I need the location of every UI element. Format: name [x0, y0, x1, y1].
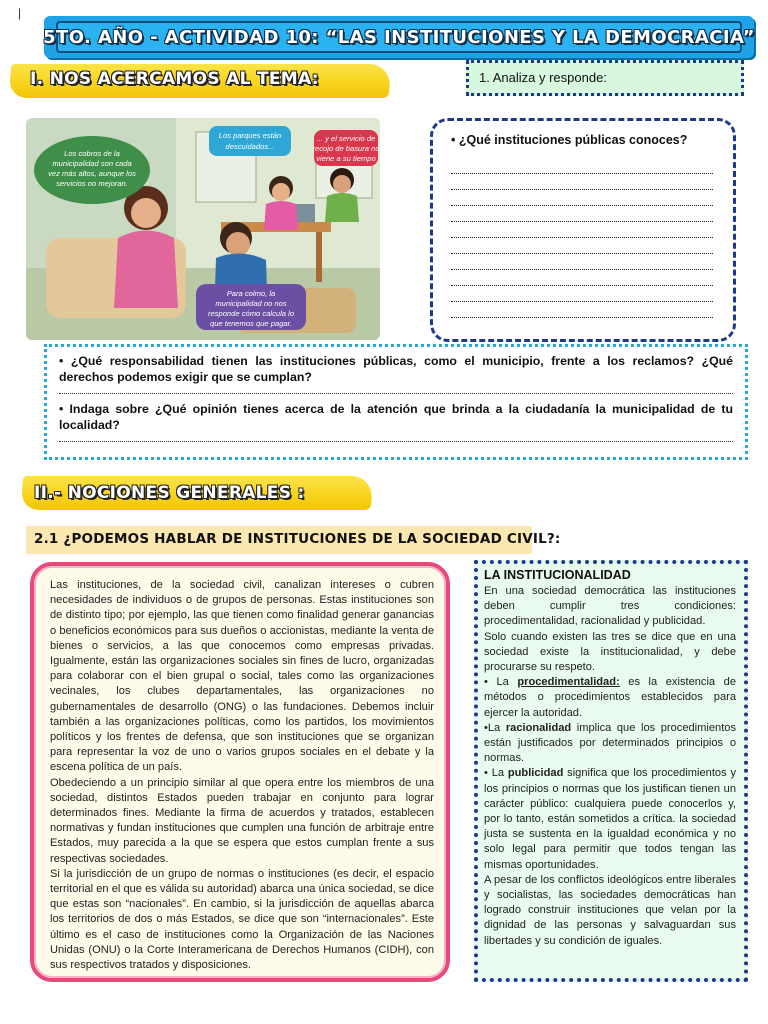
keyword-procedimentalidad: procedimentalidad:	[517, 676, 620, 689]
bubble-1-line-3: vez más altos, aunque los	[48, 169, 136, 178]
sociedad-civil-text	[50, 578, 434, 973]
answer-line[interactable]	[451, 285, 713, 286]
answer-line[interactable]	[451, 237, 713, 238]
answer-line[interactable]	[451, 253, 713, 254]
paragraph	[484, 721, 736, 767]
institucionalidad-card	[474, 560, 748, 982]
bubble-3-line-3: viene a su tiempo	[316, 154, 376, 163]
question-responsabilidad: • ¿Qué responsabilidad tienen las instituciones públicas, como el municipio, frente a los reclamos? ¿Qué derechos podemos exigir que se cumplan?	[59, 354, 733, 384]
paragraph: En una sociedad democrática las instituciones deben cumplir tres condiciones: procedimentalidad, racionalidad y publicidad.	[484, 585, 736, 628]
bubble-1-line-1: Los cobros de la	[64, 149, 120, 158]
answer-line[interactable]	[451, 301, 713, 302]
answer-line[interactable]	[59, 393, 733, 394]
paragraph: Las instituciones, de la sociedad civil, canalizan intereses o cubren necesidades de individuos o de grupos de personas. Estas instituciones son de distinto tipo; por ejemplo, las que tienen como finalidad generar ganancias o beneficios económicos para sus dueños o accionistas, mediante la venta de bienes o servicios, a las que conocemos como empresas privadas. Igualmente, están las organizaciones sociales sin fines de lucro, organizadas para colaborar con el bien grupal o social, tales como las organizaciones vecinales, los clubes departamentales, las organizaciones no gubernamentales de desarrollo (ONG) o las fundaciones. Debemos incluir también a las organizaciones políticas, como los partidos, los movimientos políticos y los frentes de defensa, que son instituciones que se organizan para representar la voz de uno o varios grupos sociales en el debate y la escena política de un país.	[50, 579, 434, 774]
section1-title: I. NOS ACERCAMOS AL TEMA:	[30, 69, 319, 89]
keyword-racionalidad: racionalidad	[505, 721, 572, 734]
bullet-prefix: • La	[484, 767, 508, 780]
page-mark: |	[18, 6, 22, 20]
answer-line[interactable]	[451, 205, 713, 206]
title-inner-frame	[43, 21, 755, 53]
paragraph: A pesar de los conflictos ideológicos entre liberales y socialistas, las sociedades democráticas han logrado construir instituciones que velan por la dignidad de las personas y salvaguardan sus libertades y su condición de iguales.	[484, 873, 736, 947]
subsection-bar	[26, 526, 561, 554]
paragraph: Si la jurisdicción de un grupo de normas o instituciones (es decir, el espacio territorial en el que es válida su autoridad) abarca una única sociedad, se dice que estas son “nacionales”. En cambio, si la jurisdicción de aquellas abarca los territorios de dos o más Estados, se dice que son “internacionales”. Este último es el caso de instituciones como la Organización de las Naciones Unidas (ONU) o la Corte Interamericana de Derechos Humanos (CIDH), con sus respectivos tratados y disposiciones.	[50, 867, 434, 972]
bubble-1-line-2: municipalidad son cada	[52, 159, 132, 168]
paragraph	[484, 675, 736, 721]
paragraph-rest: implica que los procedimientos están justificados por determinados principios o normas.	[484, 721, 736, 765]
paragraph-rest: es la existencia de métodos o procedimientos establecidos para ejercer la autoridad.	[484, 676, 737, 719]
paragraph-rest: significa que los procedimientos y los principios o normas que los justifican tienen un carácter público: cualquiera puede conocerlos y, por lo tanto, están sometidos a crítica.	[484, 767, 736, 826]
paragraph: Solo cuando existen las tres se dice que en una sociedad existe la institucionalidad, y debe procurarse su respeto.	[484, 630, 736, 674]
question-opinion: • Indaga sobre ¿Qué opinión tienes acerca de la atención que brinda a la ciudadanía la municipalidad de tu localidad?	[59, 402, 733, 432]
sociedad-civil-card	[30, 562, 450, 982]
analyze-label: 1. Analiza y responde:	[479, 70, 607, 85]
analyze-box	[466, 60, 744, 96]
question-band	[44, 344, 748, 460]
paragraph: Obedeciendo a un principio similar al que opera entre los miembros de una sociedad, distintos Estados pueden trabajar en conjunto para lograr determinados fines. Mediante la firma de acuerdos y tratados, establecen normativas y fundan instituciones que cumplen una función de arbitraje entre Estados, muy parecida a la que se espera que estos cumplan frente a sus respectivas sociedades.	[50, 776, 434, 865]
keyword-publicidad: publicidad	[507, 767, 564, 780]
bubble-4-line-1: Para colmo, la	[226, 289, 276, 298]
bubble-4-line-3: responde cómo calcula lo	[207, 309, 295, 318]
bubble-4-line-4: que tenemos que pagar.	[209, 319, 293, 328]
classroom-illustration	[26, 118, 380, 340]
bubble-4-line-2: municipalidad no nos	[215, 299, 287, 308]
paragraph-tail: la sociedad justa se sustenta en la igualdad económica y no solo legal para permitir que todos tengan las mismas oportunidades.	[484, 813, 736, 871]
bubble-3-line-1: ... y el servicio de	[316, 134, 376, 143]
answer-line[interactable]	[451, 269, 713, 270]
subsection-title: 2.1 ¿PODEMOS HABLAR DE INSTITUCIONES DE LA SOCIEDAD CIVIL?:	[34, 531, 561, 547]
page-title: 5TO. AÑO - ACTIVIDAD 10: “LAS INSTITUCIONES Y LA DEMOCRACIA”	[43, 26, 755, 48]
title-banner	[44, 16, 754, 58]
bullet-prefix: •La	[484, 721, 506, 734]
paragraph	[484, 766, 736, 872]
bubble-2-line-1: Los parques están	[218, 131, 282, 140]
question-instituciones: • ¿Qué instituciones públicas conoces?	[451, 133, 688, 147]
question-card-instituciones	[430, 118, 736, 342]
answer-line[interactable]	[451, 173, 713, 174]
answer-line[interactable]	[59, 441, 733, 442]
illustration-svg	[26, 118, 380, 340]
answer-line[interactable]	[451, 221, 713, 222]
answer-line[interactable]	[451, 317, 713, 318]
answer-line[interactable]	[451, 189, 713, 190]
bubble-2-line-2: descuidados...	[225, 142, 275, 151]
section2-title: II.- NOCIONES GENERALES :	[34, 483, 305, 503]
bubble-3-line-2: recojo de basura no	[312, 144, 380, 153]
institucionalidad-text	[484, 584, 736, 949]
bubble-1-line-4: servicios no mejoran.	[56, 179, 128, 188]
bullet-prefix: • La	[484, 676, 518, 689]
institucionalidad-heading: LA INSTITUCIONALIDAD	[484, 568, 631, 582]
